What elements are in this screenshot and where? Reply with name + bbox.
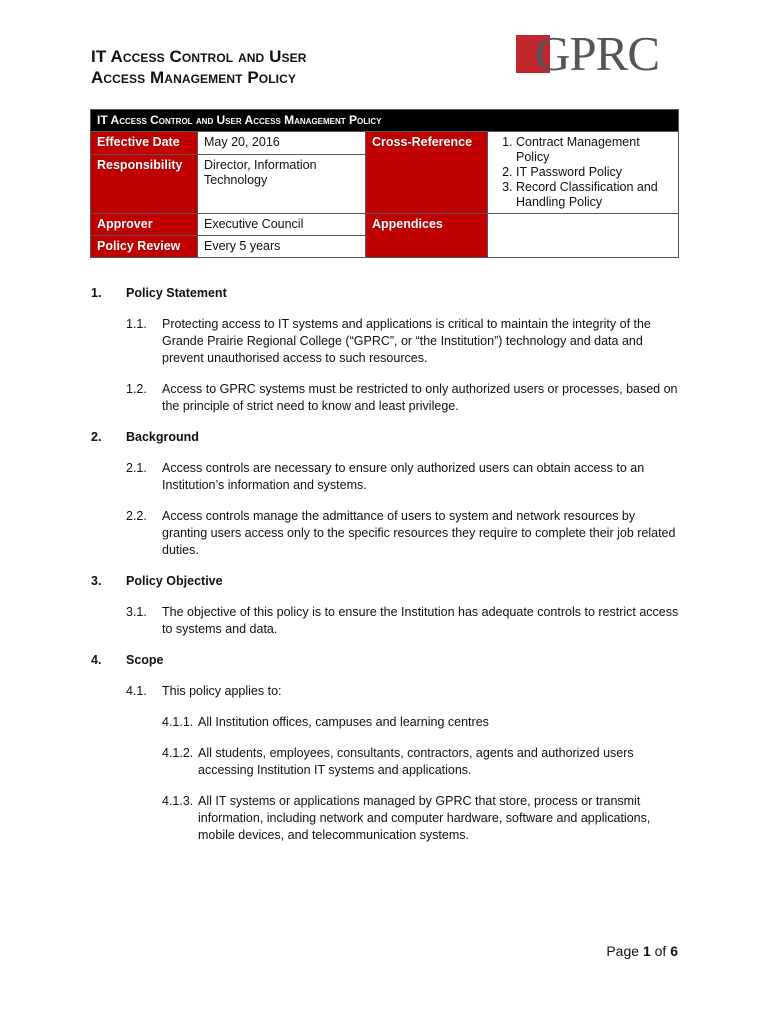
list-item <box>126 604 681 638</box>
list-item <box>126 683 681 700</box>
item-number: 3.1. <box>126 605 147 619</box>
subitem-number: 4.1.2. <box>162 746 194 760</box>
responsibility-value: Director, Information Technology <box>198 155 366 214</box>
item-text: Access controls are necessary to ensure only authorized users can obtain access to an Institution’s information and systems. <box>162 461 645 492</box>
cross-reference-list <box>488 132 679 214</box>
cross-reference-item: 1. Contract Management Policy <box>516 135 672 165</box>
section-title: Policy Objective <box>126 574 223 588</box>
sub-list-item <box>162 745 681 779</box>
approver-value: Executive Council <box>198 214 366 236</box>
section-number: 1. <box>91 286 102 300</box>
list-item <box>126 316 681 367</box>
item-number: 4.1. <box>126 684 147 698</box>
subitem-text: All Institution offices, campuses and learning centres <box>198 715 489 729</box>
item-text: This policy applies to: <box>162 684 282 698</box>
item-text: The objective of this policy is to ensure the Institution has adequate controls to restrict access to systems and data. <box>162 605 679 636</box>
appendices-value <box>488 214 679 258</box>
item-number: 2.1. <box>126 461 147 475</box>
section-heading <box>91 285 681 302</box>
subitem-text: All IT systems or applications managed by GPRC that store, process or transmit information, including network and computer hardware, software and applications, mobile devices, and telecommunication systems. <box>198 794 651 842</box>
policy-body <box>91 285 681 858</box>
subitem-number: 4.1.1. <box>162 715 194 729</box>
item-text: Access controls manage the admittance of users to system and network resources by granting users access only to the specific resources they require to complete their job related duties. <box>162 509 676 557</box>
effective-date-value: May 20, 2016 <box>198 132 366 155</box>
item-number: 1.1. <box>126 317 147 331</box>
section-heading <box>91 652 681 669</box>
effective-date-label: Effective Date <box>91 132 198 155</box>
section-title: Background <box>126 430 199 444</box>
cross-reference-item: 2. IT Password Policy <box>516 165 672 180</box>
list-item <box>126 460 681 494</box>
of-label: of <box>654 943 667 959</box>
item-number: 1.2. <box>126 382 147 396</box>
section-number: 3. <box>91 574 102 588</box>
list-item <box>126 381 681 415</box>
cross-reference-label: Cross-Reference <box>366 132 488 214</box>
section-heading <box>91 573 681 590</box>
policy-review-value: Every 5 years <box>198 236 366 258</box>
item-text: Protecting access to IT systems and applications is critical to maintain the integrity of the Grande Prairie Regional College (“GPRC”, or “the Institution”) technology and data and prevent unauthorised access to such resources. <box>162 317 651 365</box>
document-title-line1: IT Access Control and User <box>91 47 307 66</box>
page-label: Page <box>606 943 640 959</box>
responsibility-label: Responsibility <box>91 155 198 214</box>
item-number: 2.2. <box>126 509 147 523</box>
policy-review-label: Policy Review <box>91 236 198 258</box>
section-number: 2. <box>91 430 102 444</box>
sub-list-item <box>162 793 681 844</box>
appendices-label: Appendices <box>366 214 488 258</box>
page-footer <box>606 943 678 959</box>
subitem-text: All students, employees, consultants, contractors, agents and authorized users accessing Institution IT systems and applications. <box>198 746 634 777</box>
document-title <box>91 46 306 88</box>
section-title: Policy Statement <box>126 286 227 300</box>
table-header: IT Access Control and User Access Management Policy <box>91 110 679 132</box>
gprc-logo <box>516 26 678 81</box>
section-heading <box>91 429 681 446</box>
item-text: Access to GPRC systems must be restricted to only authorized users or processes, based on the principle of strict need to know and least privilege. <box>162 382 678 413</box>
document-title-line2: Access Management Policy <box>91 68 296 87</box>
approver-label: Approver <box>91 214 198 236</box>
section-title: Scope <box>126 653 164 667</box>
list-item <box>126 508 681 559</box>
sub-list-item <box>162 714 681 731</box>
policy-info-table <box>90 109 679 258</box>
subitem-number: 4.1.3. <box>162 794 194 808</box>
section-number: 4. <box>91 653 102 667</box>
logo-text: GPRC <box>535 26 660 81</box>
cross-reference-item: 3. Record Classification and Handling Policy <box>516 180 672 210</box>
page-total: 6 <box>670 943 678 959</box>
page-current: 1 <box>642 943 651 959</box>
